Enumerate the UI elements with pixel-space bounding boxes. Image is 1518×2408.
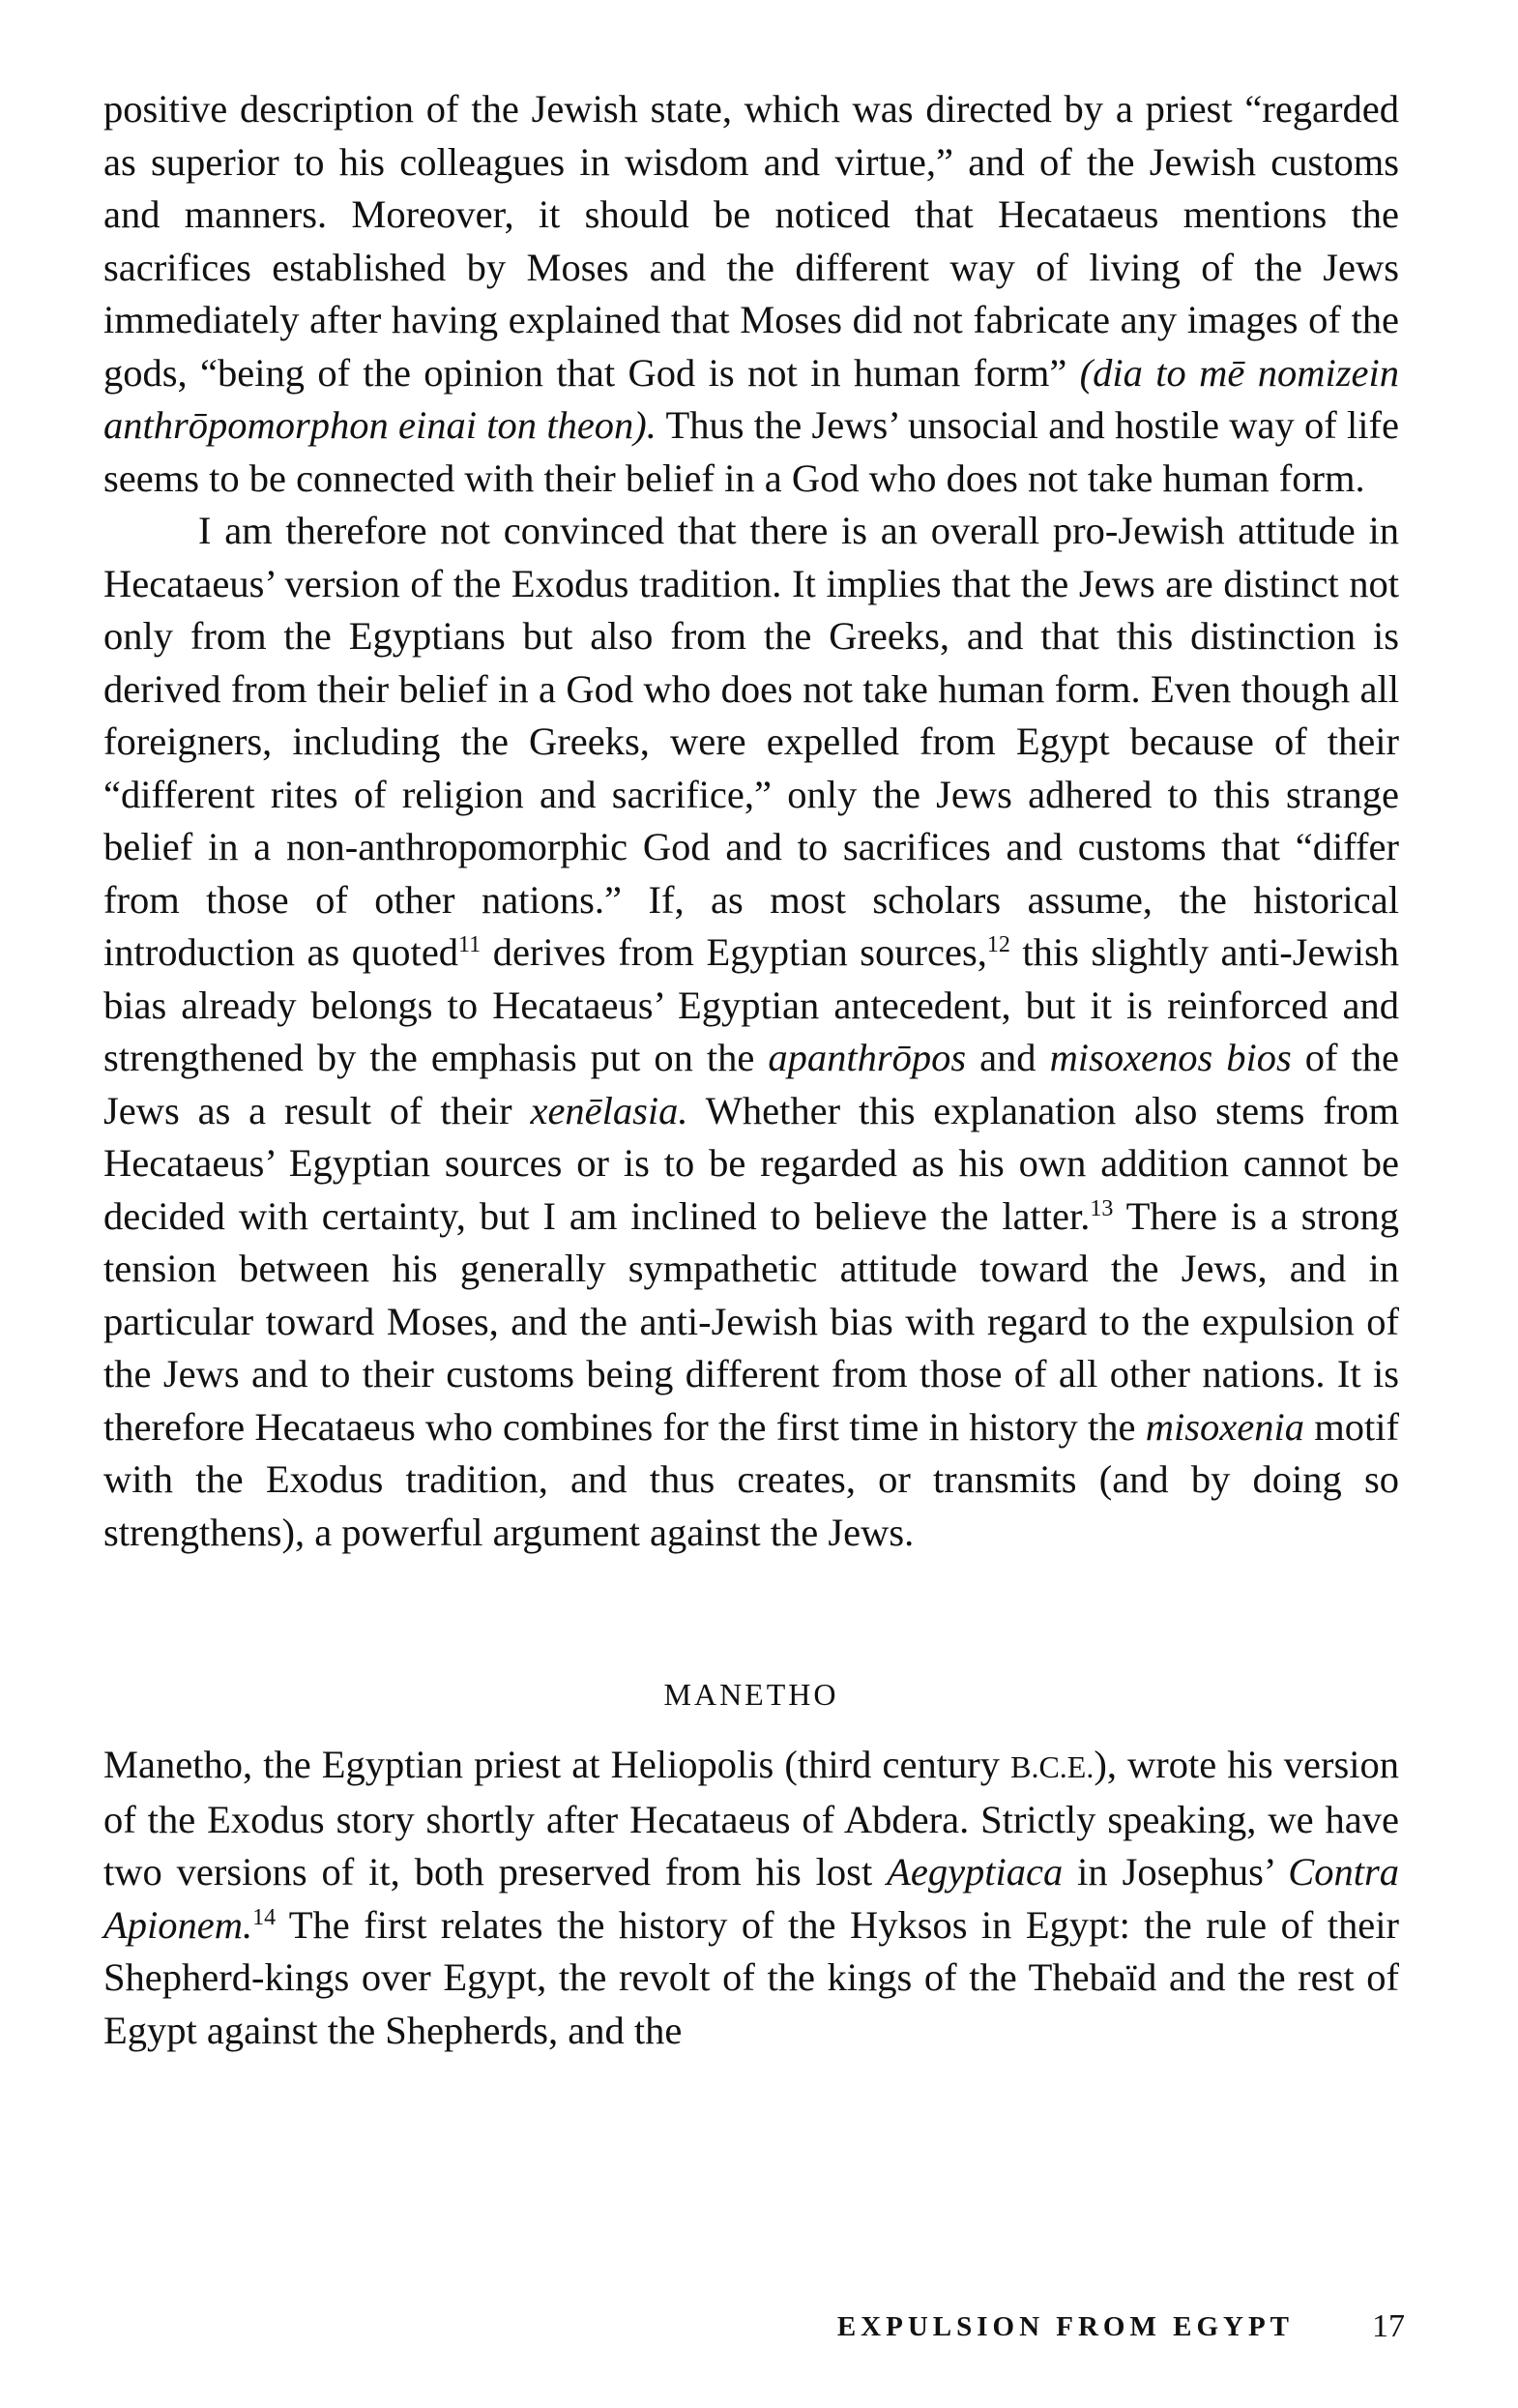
paragraph-2 — [103, 505, 1399, 1559]
greek-term: misoxenos bios — [1049, 1036, 1292, 1079]
page-footer — [0, 2307, 1518, 2346]
page-body — [103, 83, 1399, 2057]
paragraph-2-text: of the Jews as a result of their — [103, 1036, 1399, 1132]
footnote-marker[interactable]: 13 — [1090, 1195, 1114, 1221]
paragraph-2-text: Whether this explanation also stems from Hecataeus’ Egyptian sources or is to be regarded as his own addition cannot be decided with certainty, but I am inclined to believe the latter. — [103, 1088, 1399, 1238]
footnote-marker[interactable]: 12 — [986, 932, 1010, 957]
paragraph-2-text: derives from Egyptian sources, — [481, 930, 987, 974]
paragraph-2-text: motif with the Exodus tradition, and thus creates, or transmits (and by doing so strengthens), a powerful argument against the Jews. — [103, 1404, 1399, 1554]
page-number: 17 — [1372, 2308, 1405, 2344]
paragraph-2-text: this slightly anti-Jewish bias already belongs to Hecataeus’ Egyptian antecedent, but it is reinforced and strengthened by the emphasis put on the — [103, 930, 1400, 1079]
running-head: EXPULSION FROM EGYPT — [836, 2311, 1294, 2342]
greek-term: misoxenia — [1145, 1404, 1304, 1449]
paragraph-3-text: The first relates the history of the Hyksos in Egypt: the rule of their Shepherd-kings over Egypt, the revolt of the kings of the Thebaïd and the rest of Egypt against the Shepherds, and the — [103, 1902, 1399, 2052]
transliteration-greek-phrase: (dia to mē nomizein anthrōpomorphon einai ton theon). — [103, 350, 1399, 447]
section-heading: MANETHO — [663, 1677, 839, 1712]
book-title: Contra Apionem. — [103, 1850, 1399, 1947]
paragraph-3-text: in Josephus’ — [1063, 1850, 1289, 1894]
footnote-marker[interactable]: 11 — [458, 932, 482, 957]
paragraph-1-text: positive description of the Jewish state, which was directed by a priest “regarded as superior to his colleagues in wisdom and virtue,” and of the Jewish customs and manners. Moreover, it should be noticed that Hecataeus mentions the sacrifices established by Moses and the different way of living of the Jews immediately after having explained that Moses did not fabricate any images of the gods, “being of the opinion that God is not in human form” — [103, 87, 1399, 395]
book-title: Aegyptiaca — [887, 1850, 1064, 1894]
greek-term: apanthrōpos — [768, 1036, 967, 1079]
paragraph-2-text: and — [966, 1036, 1050, 1079]
paragraph-3-text: ), wrote his version of the Exodus story shortly after Hecataeus of Abdera. Strictly speaking, we have two versions of it, both preserved from his lost — [103, 1743, 1399, 1894]
paragraph-1 — [103, 83, 1399, 505]
paragraph-3 — [103, 1739, 1399, 2057]
footnote-marker[interactable]: 14 — [252, 1904, 277, 1930]
paragraph-2-text: There is a strong tension between his generally sympathetic attitude toward the Jews, and in particular toward Moses, and the anti-Jewish bias with regard to the expulsion of the Jews and to their customs being different from those of all other nations. It is therefore Hecataeus who combines for the first time in history the — [103, 1193, 1399, 1449]
greek-term: xenēlasia. — [530, 1088, 688, 1132]
era-abbreviation: B.C.E. — [1010, 1749, 1095, 1784]
paragraph-1-text-end: Thus the Jews’ unsocial and hostile way of life seems to be connected with their belief in a God who does not take human form. — [103, 403, 1399, 500]
paragraph-2-text: I am therefore not convinced that there is an overall pro-Jewish attitude in Hecataeus’ version of the Exodus tradition. It implies that the Jews are distinct not only from the Egyptians but also from the Greeks, and that this distinction is derived from their belief in a God who does not take human form. Even though all foreigners, including the Greeks, were expelled from Egypt because of their “different rites of religion and sacrifice,” only the Jews adhered to this strange belief in a non-anthropomorphic God and to sacrifices and customs that “differ from those of other nations.” If, as most scholars assume, the historical introduction as quoted — [103, 509, 1399, 974]
paragraph-3-text: Manetho, the Egyptian priest at Heliopolis (third century — [103, 1743, 1011, 1786]
